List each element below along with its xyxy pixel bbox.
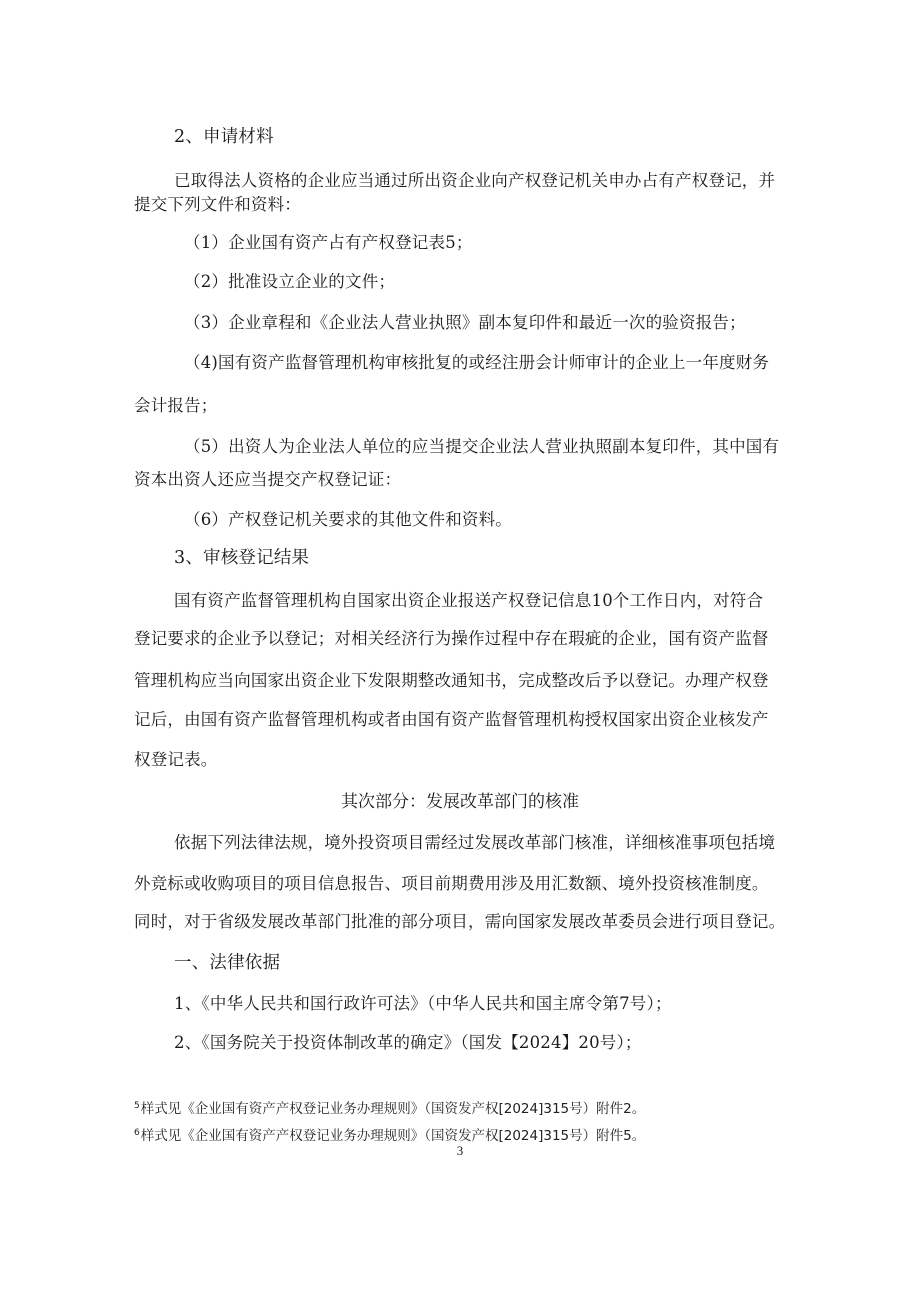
legal-basis-heading: 一、法律依据 — [174, 953, 281, 973]
footnote-mark: 5 — [134, 1101, 140, 1111]
review-line-5: 权登记表。 — [134, 750, 218, 769]
footnote-mark: 6 — [134, 1128, 140, 1138]
footnote-text: 样式见《企业国有资产产权登记业务办理规则》（国资发产权[2024]315号）附件5。 — [140, 1128, 646, 1144]
list-item-4-line-1: （4)国有资产监督管理机构审核批复的或经注册会计师审计的企业上一年度财务 — [184, 353, 770, 372]
footnote-6 — [134, 1124, 645, 1145]
approval-line-2: 外竞标或收购项目的项目信息报告、项目前期费用涉及用汇数额、境外投资核准制度。 — [134, 874, 769, 893]
part-title: 其次部分：发展改革部门的核准 — [341, 792, 579, 812]
section-heading-application-materials: 2、申请材料 — [174, 127, 274, 147]
review-line-4: 记后，由国有资产监督管理机构或者由国有资产监督管理机构授权国家出资企业核发产 — [134, 710, 769, 729]
legal-item-2: 2、《国务院关于投资体制改革的确定》（国发【2024】20号）； — [174, 1033, 642, 1052]
footnote-5 — [134, 1097, 645, 1118]
list-item-5-line-1: （5）出资人为企业法人单位的应当提交企业法人营业执照副本复印件，其中国有 — [184, 437, 780, 456]
section-heading-review-results: 3、审核登记结果 — [174, 548, 310, 568]
approval-line-3: 同时，对于省级发展改革部门批准的部分项目，需向国家发展改革委员会进行项目登记。 — [134, 912, 786, 931]
review-line-1: 国有资产监督管理机构自国家出资企业报送产权登记信息10个工作日内，对符合 — [174, 591, 764, 610]
intro-line-1: 已取得法人资格的企业应当通过所出资企业向产权登记机关申办占有产权登记，并 — [174, 171, 776, 190]
footnote-text: 样式见《企业国有资产产权登记业务办理规则》（国资发产权[2024]315号）附件2。 — [140, 1101, 646, 1117]
list-item-2: （2）批准设立企业的文件； — [184, 272, 396, 291]
approval-line-1: 依据下列法律法规，境外投资项目需经过发展改革部门核准，详细核准事项包括境 — [174, 833, 776, 852]
list-item-5-line-2: 资本出资人还应当提交产权登记证： — [134, 470, 402, 489]
list-item-6: （6）产权登记机关要求的其他文件和资料。 — [184, 510, 512, 529]
legal-item-1: 1、《中华人民共和国行政许可法》（中华人民共和国主席令第7号）； — [174, 994, 672, 1013]
review-line-3: 管理机构应当向国家出资企业下发限期整改通知书，完成整改后予以登记。办理产权登 — [134, 671, 769, 690]
list-item-3: （3）企业章程和《企业法人营业执照》副本复印件和最近一次的验资报告； — [184, 313, 746, 332]
page-number: 3 — [456, 1143, 464, 1158]
list-item-4-line-2: 会计报告； — [134, 396, 218, 415]
list-item-1: （1）企业国有资产占有产权登记表5； — [184, 233, 473, 252]
review-line-2: 登记要求的企业予以登记；对相关经济行为操作过程中存在瑕疵的企业，国有资产监督 — [134, 629, 769, 648]
intro-line-2: 提交下列文件和资料： — [134, 195, 301, 214]
